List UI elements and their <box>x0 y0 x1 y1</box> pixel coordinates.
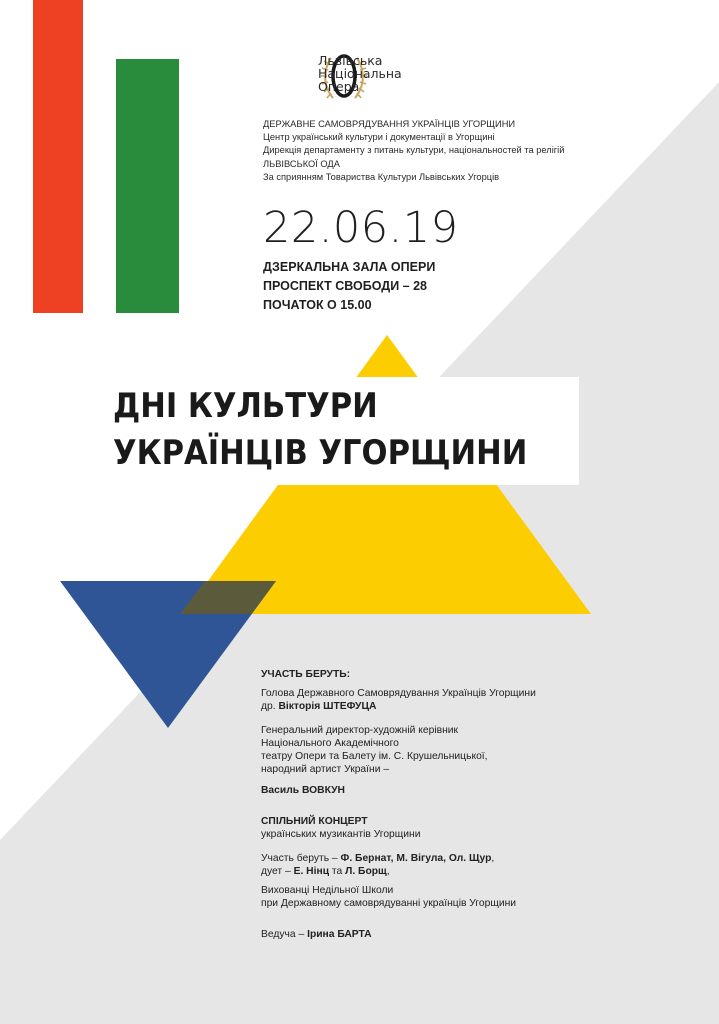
venue-hall: ДЗЕРКАЛЬНА ЗАЛА ОПЕРИ <box>263 260 436 274</box>
concert-duet-prefix: дует – <box>261 866 294 877</box>
organizers-block <box>263 118 564 184</box>
event-date: 22.06.19 <box>263 203 459 253</box>
concert-performers-names: Ф. Бернат, М. Вігула, Ол. Щур <box>340 853 492 864</box>
logo-line-3: Опера <box>318 79 360 94</box>
participant-2-role-4: народний артист України – <box>261 764 390 775</box>
concert-subtitle: українських музикантів Угорщини <box>261 829 421 840</box>
participant-1-prefix: др. <box>261 701 279 712</box>
concert-performers <box>261 852 536 865</box>
organizer-line: Дирекція департаменту з питань культури, національностей та релігій <box>263 145 565 156</box>
red-bar <box>33 0 83 313</box>
organizer-line: Центр український культури і документації в Угорщині <box>263 132 495 143</box>
event-title-line-1: ДНІ КУЛЬТУРИ <box>113 386 378 426</box>
concert-school-2: при Державному самоврядуванні українців Угорщини <box>261 898 517 909</box>
organizer-line: ЛЬВІВСЬКОЇ ОДА <box>263 158 340 169</box>
concert-duet <box>261 865 536 878</box>
concert-duet-suffix: , <box>386 866 390 877</box>
concert-heading: СПІЛЬНИЙ КОНЦЕРТ <box>261 816 368 827</box>
event-title <box>113 383 527 477</box>
concert-duet-name-2: Л. Борщ <box>345 866 387 877</box>
organizer-line: За сприянням Товариства Культури Львівських Угорців <box>263 171 500 182</box>
participants-heading: УЧАСТЬ БЕРУТЬ: <box>261 669 351 680</box>
host-line <box>261 928 536 941</box>
concert-performers-suffix: , <box>491 853 495 864</box>
concert-duet-name-1: Е. Нінц <box>293 866 330 877</box>
venue-start-time: ПОЧАТОК О 15.00 <box>263 298 372 312</box>
participant-1-name: Вікторія ШТЕФУЦА <box>278 701 377 712</box>
organizer-line: ДЕРЖАВНЕ САМОВРЯДУВАННЯ УКРАЇНЦІВ УГОРЩИНИ <box>263 119 516 129</box>
logo-line-2: Національна <box>318 66 402 81</box>
concert-duet-mid: та <box>329 866 346 877</box>
participant-2-role-1: Генеральний директор-художній керівник <box>261 725 459 736</box>
green-bar <box>116 59 179 313</box>
participant-1 <box>261 700 536 713</box>
host-prefix: Ведуча – <box>261 929 308 940</box>
venue-block <box>263 258 435 315</box>
participant-2-role-2: Національного Академічного <box>261 738 399 749</box>
participant-1-role: Голова Державного Самоврядування Українців Угорщини <box>261 688 536 699</box>
venue-address: ПРОСПЕКТ СВОБОДИ – 28 <box>263 279 427 293</box>
concert-performers-prefix: Участь беруть – <box>261 853 341 864</box>
participant-2-name: Василь ВОВКУН <box>261 785 345 796</box>
program-info <box>261 668 536 941</box>
event-title-line-2: УКРАЇНЦІВ УГОРЩИНИ <box>113 433 528 473</box>
participant-2-role-3: театру Опери та Балету ім. С. Крушельницької, <box>261 751 488 762</box>
concert-school-1: Вихованці Недільної Школи <box>261 885 394 896</box>
host-name: Ірина БАРТА <box>307 929 372 940</box>
logo-wordmark <box>318 54 402 93</box>
logo-line-1: Львівська <box>318 53 383 68</box>
